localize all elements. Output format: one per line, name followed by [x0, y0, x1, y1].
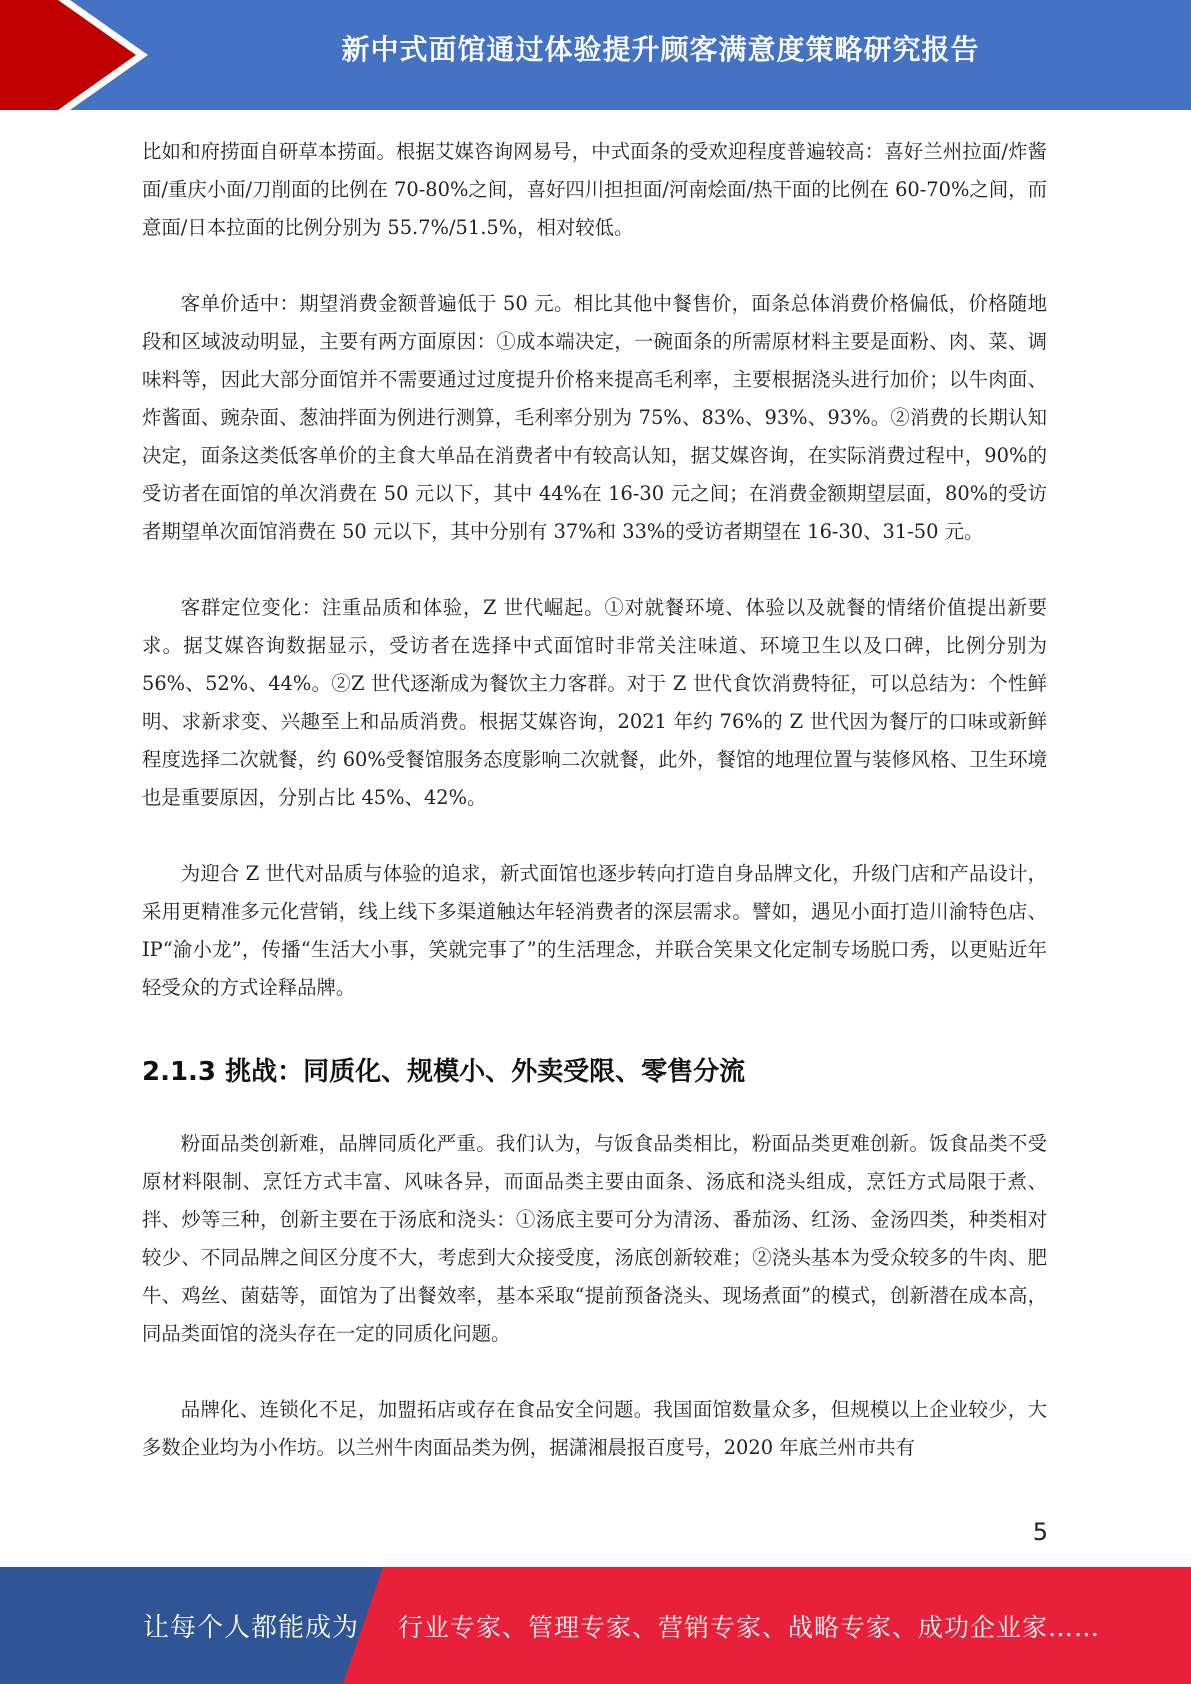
body-paragraph: 品牌化、连锁化不足，加盟拓店或存在食品安全问题。我国面馆数量众多，但规模以上企业较少，大多数企业均为小作坊。以兰州牛肉面品类为例，据潇湘晨报百度号，2020 年底兰州市共有: [142, 1398, 1047, 1459]
body-paragraph: 粉面品类创新难，品牌同质化严重。我们认为，与饭食品类相比，粉面品类更难创新。饭食品类不受原材料限制、烹饪方式丰富、风味各异，而面品类主要由面条、汤底和浇头组成，烹饪方式局限于煮、拌、炒等三种，创新主要在于汤底和浇头：①汤底主要可分为清汤、番茄汤、红汤、金汤四类，种类相对较少、不同品牌之间区分度不大，考虑到大众接受度，汤底创新较难；②浇头基本为受众较多的牛肉、肥牛、鸡丝、菌菇等，面馆为了出餐效率，基本采取“提前预备浇头、现场煮面”的模式，创新潜在成本高，同品类面馆的浇头存在一定的同质化问题。: [142, 1132, 1047, 1345]
body-paragraph: 客群定位变化：注重品质和体验，Z 世代崛起。①对就餐环境、体验以及就餐的情绪价值提出新要求。据艾媒咨询数据显示，受访者在选择中式面馆时非常关注味道、环境卫生以及口碑，比例分别为 56%、52%、44%。②Z 世代逐渐成为餐饮主力客群。对于 Z 世代食饮消费特征，可以总结为：个性鲜明、求新求变、兴趣至上和品质消费。根据艾媒咨询，2021 年约 76%的 Z 世代因为餐厅的口味或新鲜程度选择二次就餐，约 60%受餐馆服务态度影响二次就餐，此外，餐馆的地理位置与装修风格、卫生环境也是重要原因，分别占比 45%、42%。: [142, 596, 1047, 809]
document-body: [142, 133, 1047, 1467]
body-paragraph: 客单价适中：期望消费金额普遍低于 50 元。相比其他中餐售价，面条总体消费价格偏低，价格随地段和区域波动明显，主要有两方面原因：①成本端决定，一碗面条的所需原材料主要是面粉、肉、菜、调味料等，因此大部分面馆并不需要通过过度提升价格来提高毛利率，主要根据浇头进行加价；以牛肉面、炸酱面、豌杂面、葱油拌面为例进行测算，毛利率分别为 75%、83%、93%、93%。②消费的长期认知决定，面条这类低客单价的主食大单品在消费者中有较高认知，据艾媒咨询，在实际消费过程中，90%的受访者在面馆的单次消费在 50 元以下，其中 44%在 16-30 元之间；在消费金额期望层面，80%的受访者期望单次面馆消费在 50 元以下，其中分别有 37%和 33%的受访者期望在 16-30、31-50 元。: [142, 292, 1047, 543]
body-paragraph: 比如和府捞面自研草本捞面。根据艾媒咨询网易号，中式面条的受欢迎程度普遍较高：喜好兰州拉面/炸酱面/重庆小面/刀削面的比例在 70-80%之间，喜好四川担担面/河南烩面/热干面的比例在 60-70%之间，而意面/日本拉面的比例分别为 55.7%/51.5%，相对较低。: [142, 140, 1047, 239]
page-footer: [0, 1567, 1191, 1684]
footer-slogan-left: 让每个人都能成为: [143, 1613, 360, 1643]
footer-slogan-right: 行业专家、管理专家、营销专家、战略专家、成功企业家……: [398, 1613, 1101, 1642]
page-number: 5: [1032, 1518, 1048, 1546]
body-paragraph: 为迎合 Z 世代对品质与体验的追求，新式面馆也逐步转向打造自身品牌文化，升级门店和产品设计，采用更精准多元化营销，线上线下多渠道触达年轻消费者的深层需求。譬如，遇见小面打造川渝特色店、IP“渝小龙”，传播“生活大小事，笑就完事了”的生活理念，并联合笑果文化定制专场脱口秀，以更贴近年轻受众的方式诠释品牌。: [142, 862, 1047, 999]
page-header: [0, 0, 1191, 110]
report-title: 新中式面馆通过体验提升顾客满意度策略研究报告: [341, 33, 980, 66]
section-heading: 2.1.3 挑战：同质化、规模小、外卖受限、零售分流: [142, 1057, 746, 1087]
